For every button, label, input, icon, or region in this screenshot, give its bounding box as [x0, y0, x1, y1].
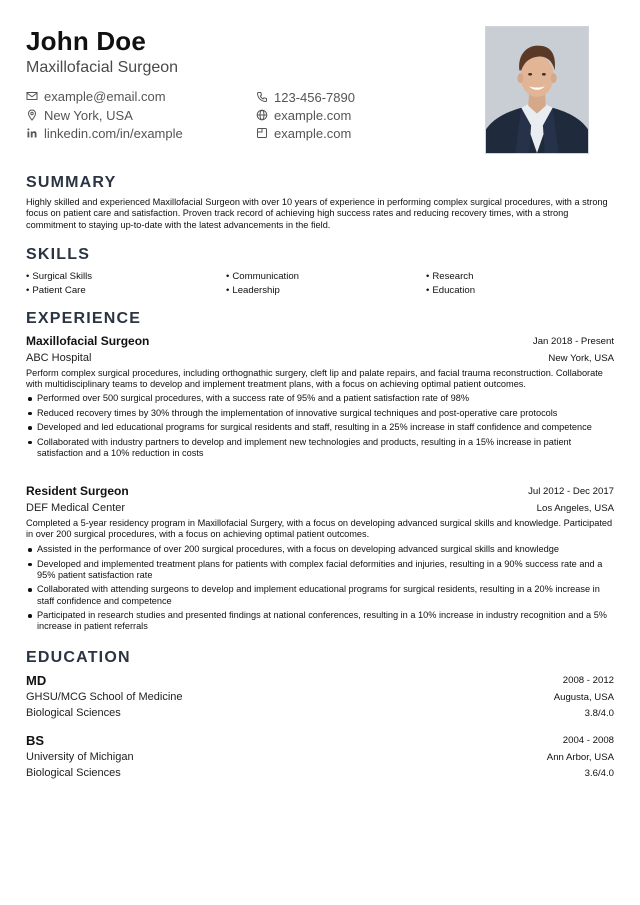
edu-field: Biological Sciences	[26, 767, 121, 779]
list-item: Reduced recovery times by 30% through the implementation of innovative surgical techniques and post-operative care protocols	[26, 408, 614, 419]
edu-location: Ann Arbor, USA	[546, 752, 614, 763]
job-organization: DEF Medical Center	[26, 502, 126, 514]
edu-dates: 2008 - 2012	[562, 675, 614, 686]
globe-icon	[256, 109, 268, 121]
job-title: Resident Surgeon	[26, 484, 129, 498]
candidate-name: John Doe	[26, 26, 147, 56]
contact-email[interactable]	[26, 87, 166, 105]
skill-item: • Patient Care	[26, 284, 86, 298]
contact-portfolio-text: example.com	[274, 125, 352, 141]
list-item: Performed over 500 surgical procedures, with a success rate of 95% and a patient satisfaction rate of 98%	[26, 393, 614, 404]
edu-field: Biological Sciences	[26, 707, 121, 719]
skill-item: • Communication	[226, 270, 299, 284]
location-pin-icon	[26, 109, 38, 121]
edu-dates: 2004 - 2008	[562, 735, 614, 746]
mail-icon	[26, 90, 38, 102]
experience-heading: EXPERIENCE	[26, 310, 142, 327]
resume-header	[26, 0, 614, 160]
summary-text: Highly skilled and experienced Maxillofacial Surgeon with over 10 years of experience in performing complex surgical procedures, with a strong focus on patient care and satisfaction. Proven track record of achieving high success rates and reducing recovery times, with a strong commitment to staying up-to-date with the latest advancements in the field.	[26, 197, 608, 230]
job-title: Maxillofacial Surgeon	[26, 334, 150, 348]
job-location: Los Angeles, USA	[536, 503, 614, 514]
edu-school: GHSU/MCG School of Medicine	[26, 691, 183, 703]
candidate-role: Maxillofacial Surgeon	[26, 59, 179, 76]
skills-heading: SKILLS	[26, 246, 91, 263]
contact-portfolio[interactable]	[256, 124, 351, 142]
contact-linkedin-text: linkedin.com/in/example	[44, 125, 183, 141]
contact-website[interactable]	[256, 106, 351, 124]
edu-degree: MD	[26, 673, 47, 688]
edu-location: Augusta, USA	[553, 692, 614, 703]
edu-gpa: 3.8/4.0	[584, 708, 614, 719]
education-heading: EDUCATION	[26, 649, 131, 666]
skill-item: • Research	[426, 270, 473, 284]
contact-location	[26, 106, 133, 124]
edu-school: University of Michigan	[26, 751, 134, 763]
profile-photo	[485, 26, 589, 154]
edu-gpa: 3.6/4.0	[584, 768, 614, 779]
resume-page	[26, 0, 614, 905]
contact-phone-text: 123-456-7890	[274, 89, 355, 105]
skills-list	[26, 270, 614, 300]
portfolio-icon	[256, 127, 268, 139]
job-location: New York, USA	[548, 353, 614, 364]
phone-icon	[256, 91, 268, 103]
job-organization: ABC Hospital	[26, 352, 92, 364]
list-item: Developed and led educational programs for surgical residents and staff, resulting in a 25% increase in staff confidence and competence	[26, 422, 614, 433]
contact-location-text: New York, USA	[44, 107, 133, 123]
contact-website-text: example.com	[274, 107, 352, 123]
list-item: Collaborated with industry partners to develop and implement new technologies and products, resulting in a 15% increase in patient satisfaction and a 10% reduction in costs	[26, 437, 614, 459]
list-item: Participated in research studies and presented findings at national conferences, resulting in a 10% increase in industry recognition and a 5% increase in patient referrals	[26, 610, 614, 632]
contact-email-text: example@email.com	[44, 88, 166, 104]
job-dates: Jul 2012 - Dec 2017	[528, 486, 614, 497]
list-item: Assisted in the performance of over 200 surgical procedures, with a focus on developing advanced surgical skills and knowledge	[26, 544, 614, 555]
summary-heading: SUMMARY	[26, 174, 117, 191]
edu-degree: BS	[26, 733, 45, 748]
job-description: Perform complex surgical procedures, including orthognathic surgery, cleft lip and palate repairs, and facial trauma reconstruction. Collaborate with multidisciplinary teams to develop and implement treatment plans, with a focus on achieving optimal patient outcomes.	[26, 368, 603, 390]
skill-item: • Leadership	[226, 284, 280, 298]
contact-phone[interactable]	[256, 88, 355, 106]
list-item: Collaborated with attending surgeons to develop and implement educational programs for surgical residents, resulting in a 20% increase in staff confidence and competence	[26, 584, 614, 606]
linkedin-icon	[26, 127, 38, 139]
skill-item: • Surgical Skills	[26, 270, 92, 284]
job-dates: Jan 2018 - Present	[532, 336, 614, 347]
job-achievements	[26, 544, 614, 636]
job-description: Completed a 5-year residency program in Maxillofacial Surgery, with a focus on developing advanced surgical skills and knowledge. Participated in over 200 surgical procedures, with a focus on achieving optimal patient outcomes.	[26, 518, 613, 540]
skill-item: • Education	[426, 284, 475, 298]
contact-linkedin[interactable]	[26, 124, 183, 142]
list-item: Developed and implemented treatment plans for patients with complex facial deformities and injuries, resulting in a 90% success rate and a 95% patient satisfaction rate	[26, 559, 614, 581]
job-achievements	[26, 393, 614, 463]
